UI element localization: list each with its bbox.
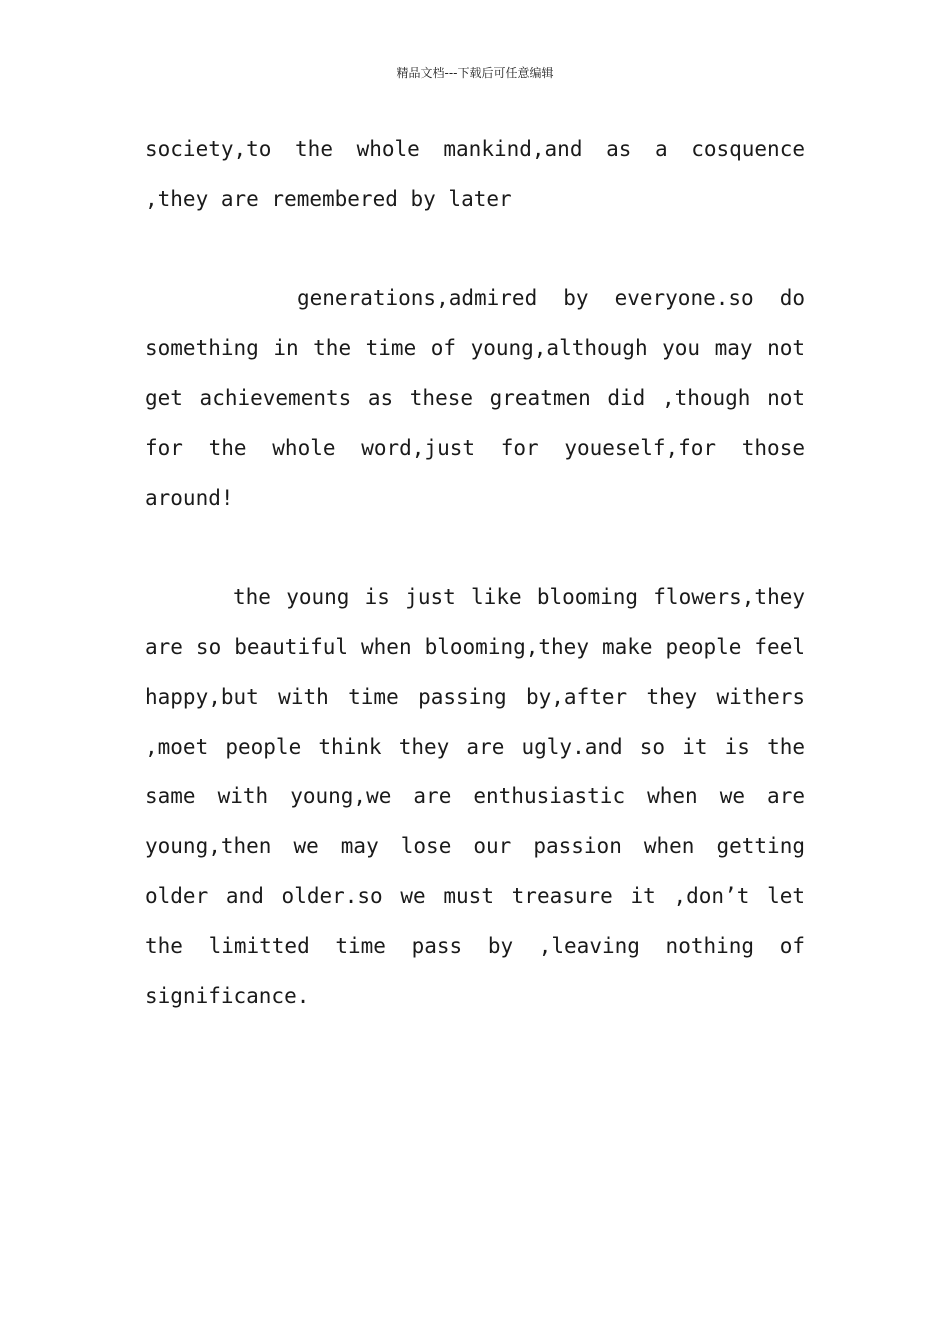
document-body (145, 125, 805, 1021)
page-header: 精品文档---下载后可任意编辑 (396, 66, 554, 80)
paragraph-3: the young is just like blooming flowers,they are so beautiful when blooming,they make people feel happy,but with time passing by,after they withers ,moet people think they are ugly.and so it is the same with young,we are enthusiastic when we are young,then we may lose our passion when getting older and older.so we must treasure it ,don’t let the limitted time pass by ,leaving nothing of significance. (145, 585, 805, 1008)
paragraph-spacer (145, 523, 805, 573)
paragraph-1: society,to the whole mankind,and as a cosquence ,they are remembered by later (145, 137, 805, 211)
paragraph-2: generations,admired by everyone.so do something in the time of young,although you may not get achievements as these greatmen did ,though not for the whole word,just for youeself,for those around! (145, 286, 805, 510)
paragraph-spacer (145, 225, 805, 275)
